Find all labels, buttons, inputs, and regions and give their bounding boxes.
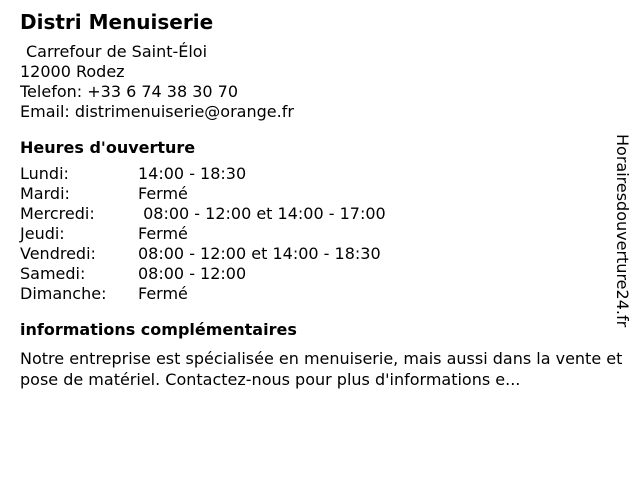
day-label: Jeudi: bbox=[20, 224, 65, 243]
time-value: 08:00 - 12:00 bbox=[138, 264, 247, 283]
time-value: 08:00 - 12:00 et 14:00 - 17:00 bbox=[138, 204, 386, 223]
hours-row-mardi bbox=[20, 184, 620, 204]
time-value: Fermé bbox=[138, 284, 188, 303]
business-name: Distri Menuiserie bbox=[20, 10, 214, 34]
day-label: Mardi: bbox=[20, 184, 70, 203]
hours-row-samedi bbox=[20, 264, 620, 284]
phone-number: Telefon: +33 6 74 38 30 70 bbox=[20, 82, 239, 101]
day-label: Lundi: bbox=[20, 164, 69, 183]
hours-row-lundi bbox=[20, 164, 620, 184]
city-address: 12000 Rodez bbox=[20, 62, 125, 81]
hours-row-jeudi bbox=[20, 224, 620, 244]
hours-row-vendredi bbox=[20, 244, 620, 264]
additional-info-text: Notre entreprise est spécialisée en menuiserie, mais aussi dans la vente et pose de matériel. Contactez-nous pour plus d'informations e... bbox=[20, 349, 623, 389]
opening-hours-heading: Heures d'ouverture bbox=[20, 138, 196, 157]
opening-hours-table bbox=[20, 164, 620, 304]
day-label: Dimanche: bbox=[20, 284, 107, 303]
day-label: Samedi: bbox=[20, 264, 86, 283]
time-value: Fermé bbox=[138, 224, 188, 243]
day-label: Vendredi: bbox=[20, 244, 96, 263]
hours-row-mercredi bbox=[20, 204, 620, 224]
day-label: Mercredi: bbox=[20, 204, 95, 223]
time-value: 08:00 - 12:00 et 14:00 - 18:30 bbox=[138, 244, 381, 263]
additional-info-heading: informations complémentaires bbox=[20, 320, 297, 339]
street-address: Carrefour de Saint-Éloi bbox=[26, 42, 208, 61]
hours-row-dimanche bbox=[20, 284, 620, 304]
time-value: 14:00 - 18:30 bbox=[138, 164, 247, 183]
time-value: Fermé bbox=[138, 184, 188, 203]
site-watermark: Horairesdouverture24.fr bbox=[613, 134, 632, 328]
email-address: Email: distrimenuiserie@orange.fr bbox=[20, 102, 294, 121]
